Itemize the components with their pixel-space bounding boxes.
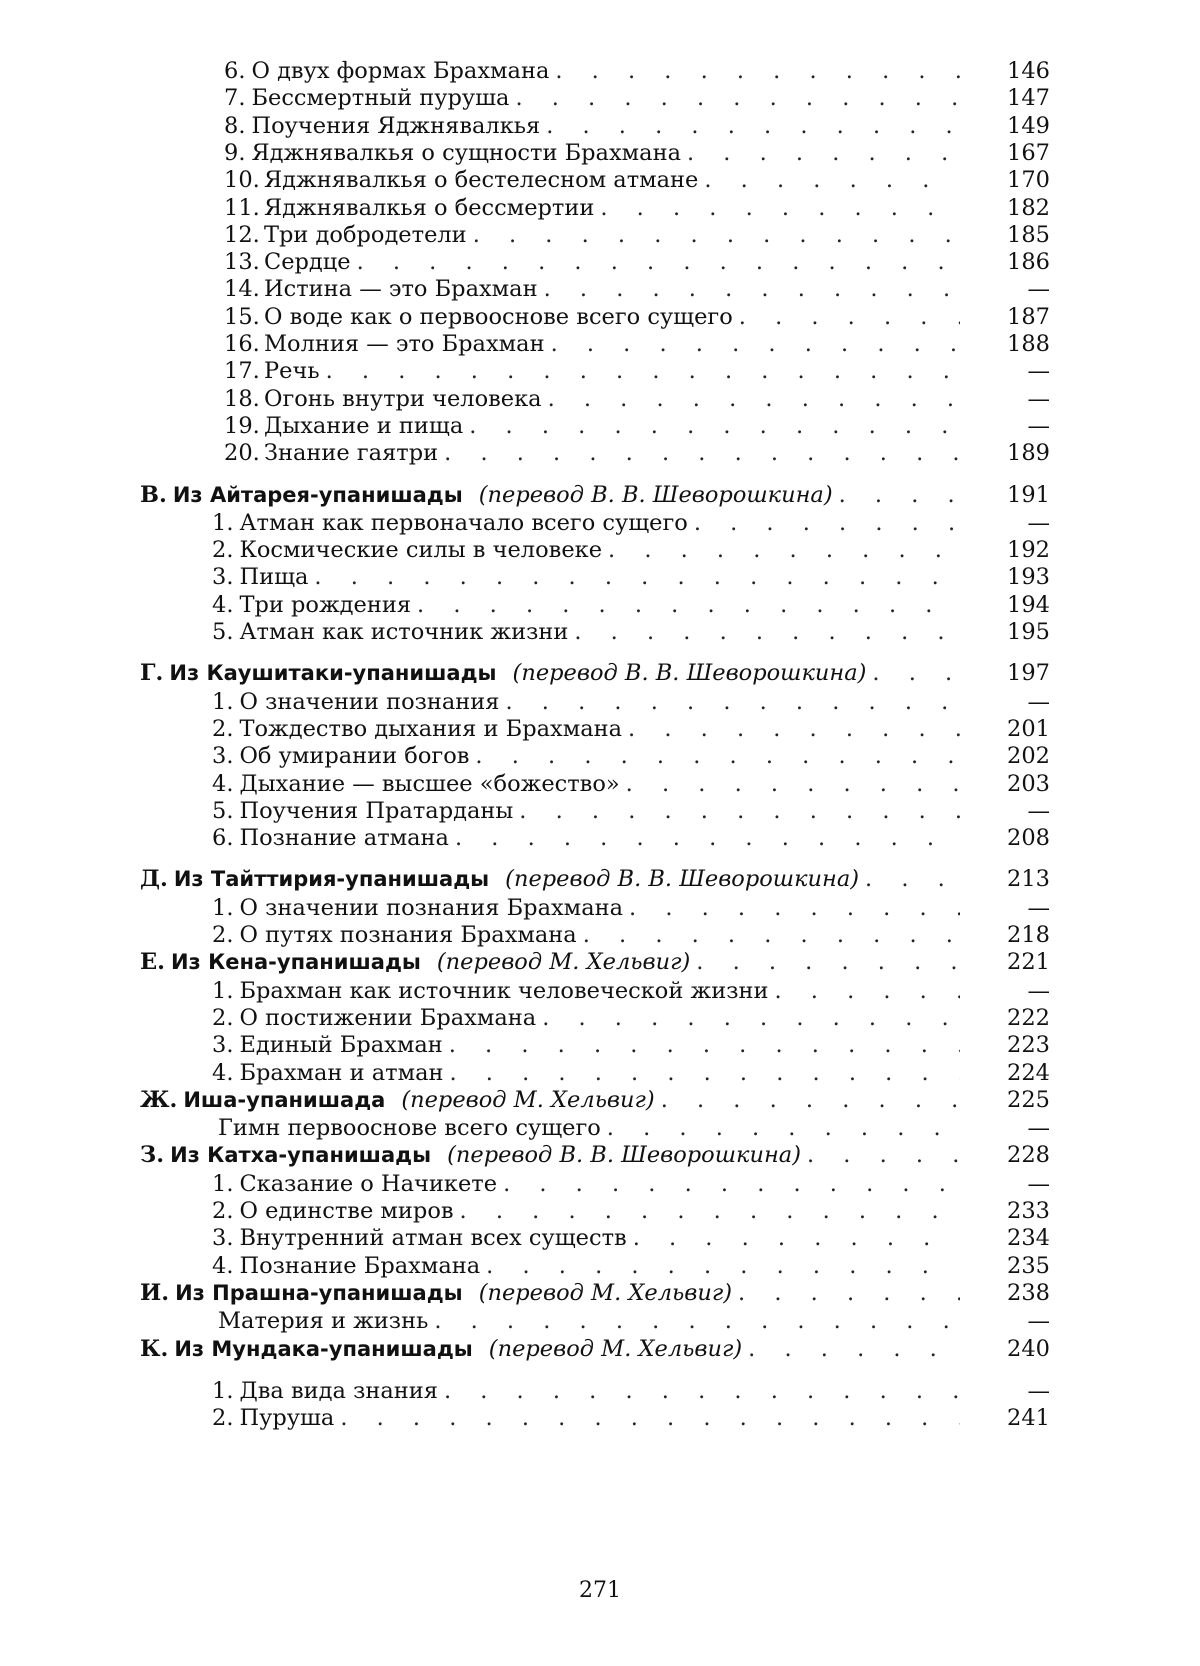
toc-page-number: 225 [1007,1086,1050,1113]
toc-page-number: — [1027,977,1050,1004]
toc-leader-dots [444,1377,960,1405]
toc-entry [0,1059,1200,1087]
toc-entry-text [0,385,960,413]
toc-page-number: 192 [1007,537,1050,564]
toc-entry-number: 13. [224,249,260,276]
toc-entry-number: 1. [212,977,234,1004]
toc-entry [0,303,1200,331]
toc-leader-dots [696,948,960,976]
toc-entry [0,536,1200,564]
toc-entry-number: 4. [212,591,234,618]
toc-entry-text [0,977,960,1005]
toc-entry-number: 3. [212,743,234,770]
toc-section-heading [0,948,1200,976]
toc-page-number: 222 [1007,1004,1050,1031]
toc-entry-title: О двух формах Брахмана [251,58,550,84]
toc-leader-dots [473,221,960,249]
toc-entry-text [0,563,960,591]
toc-entry-text [0,1252,960,1280]
toc-entry-text [0,824,960,852]
toc-leader-dots [633,1224,960,1252]
toc-entry [0,275,1200,303]
toc-entry-title: Яджнявалкья о бессмертии [264,194,595,221]
toc-leader-dots [449,1031,960,1059]
toc-entry-title: О значении познания Брахмана [239,894,624,921]
toc-entry-number: 10. [224,167,260,194]
toc-entry-number: 4. [212,1252,234,1279]
toc-entry-text [0,248,960,276]
toc-entry-number: 14. [224,276,260,303]
toc-entry-title: Единый Брахман [239,1032,443,1059]
toc-leader-dots [551,330,960,358]
toc-leader-dots [628,715,960,743]
toc-page-number: 228 [1007,1142,1050,1169]
toc-leader-dots [357,248,960,276]
toc-entry-title: Гимн первооснове всего сущего [218,1115,601,1142]
toc-page-number: — [1027,894,1050,921]
toc-page-number: 195 [1007,619,1050,645]
toc-entry-text [0,1335,960,1363]
toc-entry-number: 2. [212,1405,234,1432]
toc-entry-number: 4. [212,770,234,797]
toc-entry-title: Из Мундака-упанишады [174,1336,473,1361]
toc-entry-number: 20. [224,440,260,467]
toc-entry-title: Три рождения [239,591,412,618]
toc-entry-title: Брахман и атман [239,1059,444,1086]
toc-section-heading [0,1279,1200,1307]
toc-entry-title: Сердце [264,249,351,276]
toc-entry-title: Тождество дыхания и Брахмана [239,715,623,742]
toc-leader-dots [503,1170,960,1198]
toc-entry-text [0,166,960,194]
toc-entry-title: Бессмертный пуруша [251,85,510,112]
toc-leader-dots [546,112,960,140]
toc-entry-text [0,221,960,249]
toc-page-number: 146 [1007,58,1050,84]
toc-entry-title: Из Айтарея-упанишады [172,482,463,507]
toc-entry-title: Об умирании богов [239,743,470,770]
toc-entry-number: 12. [224,221,260,248]
toc-leader-dots [340,1404,960,1432]
toc-entry-number: 17. [224,358,260,385]
toc-entry-title: Брахман как источник человеческой жизни [239,977,769,1004]
toc-leader-dots [865,865,960,893]
toc-entry-title: Из Катха-упанишады [170,1143,432,1168]
toc-page-number: 193 [1007,564,1050,591]
toc-entry-title: Молния — это Брахман [264,331,545,357]
toc-translator-note: (перевод В. В. Шеворошкина) [512,660,867,687]
toc-entry-number: 18. [224,385,260,412]
toc-leader-dots [704,166,960,194]
toc-page-number: 218 [1007,922,1050,948]
toc-leader-dots [455,824,960,852]
toc-page-number: 241 [1007,1405,1050,1432]
toc-section-heading [0,659,1200,687]
toc-entry-text [0,1141,960,1169]
toc-entry-text [0,742,960,770]
toc-page-number: 224 [1007,1059,1050,1086]
toc-entry-number: 5. [212,619,234,645]
toc-page-number: 238 [1007,1279,1050,1306]
toc-entry-number: В. [140,481,167,508]
toc-entry-text [0,357,960,385]
toc-entry-number: 19. [224,412,260,439]
toc-entry-text [0,1404,960,1432]
toc-page-number: 203 [1007,770,1050,797]
toc-entry-title: Два вида знания [239,1377,438,1404]
toc-leader-dots [839,481,960,509]
toc-leader-dots [807,1141,960,1169]
toc-leader-dots [738,1279,960,1307]
toc-entry-text [0,797,960,825]
toc-entry-title: Сказание о Начикете [239,1170,498,1197]
toc-entry [0,1114,1200,1142]
toc-entry-text [0,439,960,467]
toc-entry-title: Из Прашна-упанишады [175,1280,463,1305]
toc-entry [0,921,1200,949]
toc-entry-title: Яджнявалкья о бестелесном атмане [264,167,699,194]
toc-entry-title: Иша-упанишада [183,1087,386,1112]
toc-entry-text [0,715,960,743]
toc-page-number: 234 [1007,1225,1050,1252]
toc-entry [0,357,1200,385]
toc-entry [0,742,1200,770]
toc-entry-text [0,412,960,440]
toc-entry-title: О значении познания [239,688,500,715]
toc-entry-text [0,1086,960,1114]
toc-entry [0,797,1200,825]
toc-leader-dots [460,1197,960,1225]
toc-page-number: — [1027,1115,1050,1142]
toc-entry-title: Речь [264,358,320,385]
toc-leader-dots [542,1004,960,1032]
toc-entry-number: 9. [224,139,246,166]
toc-entry-title: Из Тайттирия-упанишады [173,867,490,892]
toc-page-number: 188 [1007,331,1050,357]
toc-entry-title: Атман как первоначало всего сущего [239,509,688,536]
toc-leader-dots [326,357,960,385]
toc-leader-dots [607,1114,960,1142]
toc-entry-number: Д. [140,866,168,893]
toc-entry [0,1004,1200,1032]
toc-translator-note: (перевод М. Хельвиг) [488,1335,743,1362]
toc-entry-number: 2. [212,1198,234,1224]
toc-entry [0,112,1200,140]
toc-entry-title: Поучения Пратарданы [239,797,514,824]
toc-entry-number: 2. [212,922,234,948]
toc-section-heading [0,865,1200,893]
page-number: 271 [579,1578,621,1603]
toc-entry [0,1404,1200,1432]
toc-entry-title: Познание Брахмана [239,1252,481,1279]
toc-page-number: 235 [1007,1252,1050,1279]
toc-entry [0,330,1200,358]
toc-entry-text [0,1307,960,1335]
toc-entry [0,1197,1200,1225]
toc-entry [0,563,1200,591]
toc-entry-number: 6. [212,825,234,852]
toc-leader-dots [548,385,960,413]
toc-entry-text [0,194,960,222]
toc-entry-number: 2. [212,1004,234,1031]
toc-entry [0,1252,1200,1280]
toc-page-number: — [1027,276,1050,303]
toc-entry-number: 8. [224,112,246,139]
toc-page-number: 191 [1007,481,1050,508]
toc-entry-number: 2. [212,715,234,742]
toc-page-number: 201 [1007,715,1050,742]
toc-entry [0,688,1200,716]
toc-entry-title: Из Кена-упанишады [170,950,421,975]
toc-entry-text [0,1031,960,1059]
toc-entry-text [0,112,960,140]
toc-entry-title: О воде как о первооснове всего сущего [264,303,733,330]
toc-page-number: — [1027,1377,1050,1404]
toc-leader-dots [583,921,960,949]
toc-page-number: 194 [1007,591,1050,618]
toc-entry [0,1377,1200,1405]
toc-section-heading [0,481,1200,509]
toc-entry-text [0,536,960,564]
toc-entry-number: 3. [212,1032,234,1059]
toc-entry-number: 1. [212,509,234,536]
toc-entry-text [0,509,960,537]
toc-entry-title: О путях познания Брахмана [239,922,577,948]
toc-page-number: 147 [1007,85,1050,112]
toc-page-number: 208 [1007,825,1050,852]
toc-entry-text [0,303,960,331]
toc-entry-number: 2. [212,537,234,564]
toc-entry [0,591,1200,619]
toc-entry-title: Три добродетели [264,221,467,248]
toc-page-number: — [1027,1170,1050,1197]
toc-entry [0,1224,1200,1252]
toc-entry-text [0,481,960,509]
toc-leader-dots [469,412,960,440]
toc-entry-title: Внутренний атман всех существ [239,1225,627,1252]
toc-entry-text [0,84,960,112]
toc-leader-dots [687,139,960,167]
toc-page-number: 240 [1007,1335,1050,1362]
toc-entry-number: 4. [212,1059,234,1086]
toc-entry-title: Огонь внутри человека [264,385,542,412]
toc-entry-number: 1. [212,1377,234,1404]
toc-entry [0,1031,1200,1059]
toc-entry-title: Поучения Яджнявалкья [251,112,541,139]
toc-entry [0,412,1200,440]
toc-entry-title: Истина — это Брахман [264,276,538,303]
toc-page-number: 202 [1007,743,1050,770]
toc-page-number: — [1027,1308,1050,1335]
toc-entry-title: Познание атмана [239,825,449,852]
toc-entry-text [0,57,960,85]
toc-entry-number: И. [140,1279,170,1306]
toc-entry-text [0,591,960,619]
toc-entry-title: Знание гаятри [264,440,439,467]
toc-entry-number: К. [140,1335,169,1362]
toc-entry [0,824,1200,852]
toc-entry-text [0,921,960,949]
toc-leader-dots [872,659,960,687]
toc-page-number: 189 [1007,440,1050,467]
toc-entry-text [0,618,960,646]
toc-leader-dots [608,536,960,564]
toc-leader-dots [774,977,960,1005]
toc-leader-dots [444,439,960,467]
toc-leader-dots [515,84,960,112]
toc-entry-text [0,894,960,922]
toc-leader-dots [519,797,960,825]
toc-entry-number: 7. [224,85,246,112]
toc-entry [0,385,1200,413]
toc-page-number: 233 [1007,1198,1050,1224]
toc-entry [0,194,1200,222]
toc-section-heading [0,1086,1200,1114]
toc-entry-title: Дыхание и пища [264,412,464,439]
toc-entry [0,977,1200,1005]
toc-leader-dots [417,591,960,619]
toc-entry-title: Пища [239,564,309,591]
toc-entry-number: 1. [212,894,234,921]
toc-entry [0,509,1200,537]
toc-translator-note: (перевод М. Хельвиг) [401,1086,655,1113]
toc-entry [0,715,1200,743]
toc-entry-text [0,659,960,687]
toc-entry-text [0,688,960,716]
toc-section-heading [0,1141,1200,1169]
toc-leader-dots [486,1252,960,1280]
toc-leader-dots [694,509,960,537]
toc-entry [0,248,1200,276]
toc-entry-number: Г. [140,660,164,687]
toc-entry [0,618,1200,646]
toc-page-number: 197 [1007,660,1050,687]
toc-translator-note: (перевод М. Хельвиг) [478,1279,733,1306]
toc-translator-note: (перевод М. Хельвиг) [436,949,691,976]
toc-entry-number: 1. [212,688,234,715]
toc-entry-number: 3. [212,1225,234,1252]
toc-leader-dots [626,770,960,798]
toc-entry [0,139,1200,167]
toc-entry-text [0,1004,960,1032]
toc-page-number: 149 [1007,112,1050,139]
toc-page-number: 170 [1007,167,1050,194]
toc-entry-text [0,1059,960,1087]
toc-leader-dots [544,275,960,303]
toc-entry-title: Дыхание — высшее «божество» [239,770,620,797]
toc-leader-dots [434,1307,960,1335]
toc-translator-note: (перевод В. В. Шеворошкина) [505,866,860,893]
toc-entry-title: Из Каушитаки-упанишады [169,661,497,686]
toc-entry-text [0,139,960,167]
toc-page-number: 182 [1007,194,1050,221]
toc-page-number: — [1027,385,1050,412]
toc-leader-dots [314,563,960,591]
toc-entry [0,894,1200,922]
toc-page-number: 185 [1007,221,1050,248]
toc-page-number: 223 [1007,1032,1050,1059]
toc-page-number: — [1027,509,1050,536]
toc-entry-number: 11. [224,194,260,221]
toc-entry [0,84,1200,112]
toc-leader-dots [629,894,960,922]
toc-entry-text [0,1377,960,1405]
toc-entry-number: З. [140,1142,165,1169]
toc-entry-title: Яджнявалкья о сущности Брахмана [251,139,681,166]
toc-entry-number: 3. [212,564,234,591]
toc-entry-title: О единстве миров [239,1198,454,1224]
toc-entry-text [0,1170,960,1198]
toc-page-number: 221 [1007,949,1050,976]
toc-entry-text [0,330,960,358]
toc-page-number: 186 [1007,249,1050,276]
toc-entry [0,1307,1200,1335]
toc-leader-dots [506,688,961,716]
toc-entry-title: Космические силы в человеке [239,537,603,564]
toc-entry-text [0,1224,960,1252]
toc-leader-dots [475,742,960,770]
toc-entry-text [0,275,960,303]
toc-translator-note: (перевод В. В. Шеворошкина) [447,1142,801,1169]
toc-entry-number: Ж. [140,1086,178,1113]
toc-entry [0,57,1200,85]
toc-entry [0,1170,1200,1198]
toc-entry-text [0,1114,960,1142]
toc-leader-dots [574,618,960,646]
toc-entry-number: 5. [212,797,234,824]
toc-leader-dots [555,57,960,85]
toc-entry-text [0,865,960,893]
toc-translator-note: (перевод В. В. Шеворошкина) [478,481,833,508]
toc-entry-number: 6. [224,58,246,84]
toc-leader-dots [748,1335,960,1363]
toc-entry-text [0,1279,960,1307]
toc-entry-title: Пуруша [239,1405,335,1432]
toc-leader-dots [450,1059,961,1087]
toc-section-heading [0,1335,1200,1363]
toc-entry-number: 1. [212,1170,234,1197]
toc-entry-number: 16. [224,331,260,357]
toc-page-number: 187 [1007,303,1050,330]
toc-page-number: — [1027,412,1050,439]
toc-entry [0,770,1200,798]
toc-entry-number: Е. [140,949,165,976]
toc-page-number: — [1027,797,1050,824]
toc-entry-number: 15. [224,303,260,330]
toc-page-number: — [1027,688,1050,715]
toc-leader-dots [661,1086,960,1114]
toc-entry-title: Материя и жизнь [218,1308,429,1335]
toc-entry [0,166,1200,194]
toc-leader-dots [739,303,960,331]
toc-leader-dots [600,194,960,222]
toc-page-number: 167 [1007,139,1050,166]
toc-entry-title: Атман как источник жизни [239,619,569,645]
toc-entry [0,221,1200,249]
toc-page-number: 213 [1007,866,1050,893]
toc-entry-title: О постижении Брахмана [239,1004,537,1031]
toc-entry-text [0,948,960,976]
toc-entry [0,439,1200,467]
toc-entry-text [0,1197,960,1225]
toc-entry-text [0,770,960,798]
toc-page-number: — [1027,358,1050,385]
